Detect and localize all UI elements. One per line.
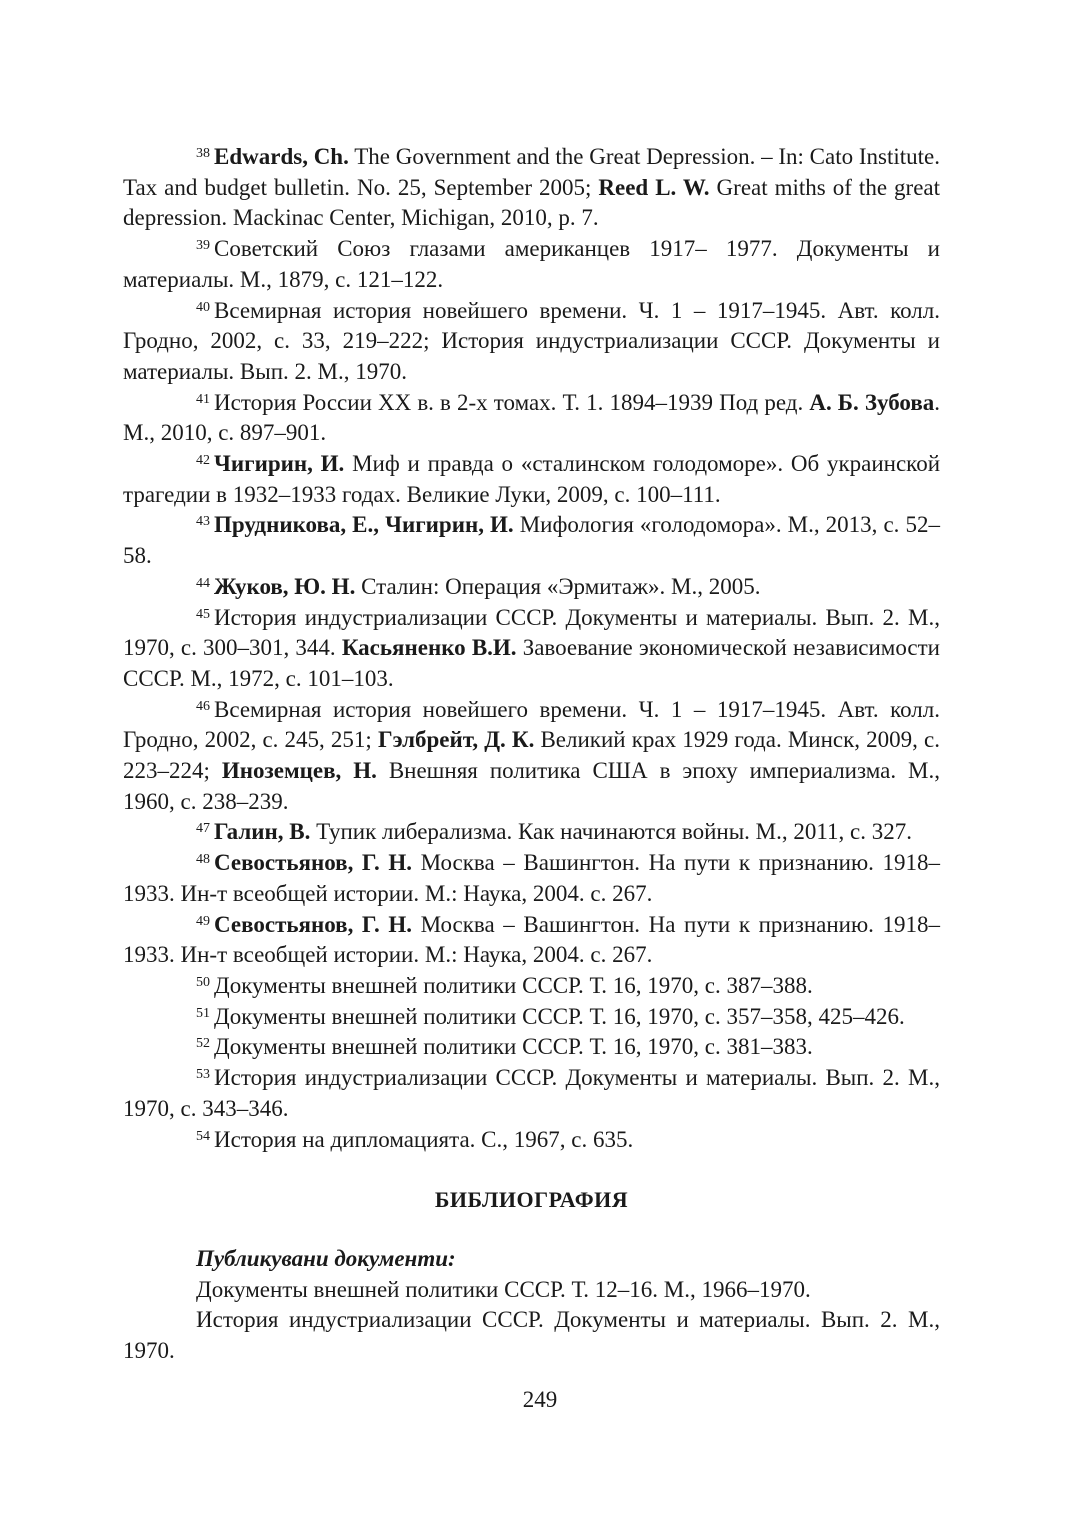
footnote-number: 45	[196, 606, 210, 622]
footnote-text: Great miths of the great depression. Mackinac Center, Michigan, 2010, p. 7.	[123, 174, 940, 231]
footnote-text: Завоевание экономической независимости СССР. М., 1972, с. 101–103.	[123, 635, 940, 691]
footnote-text: Внешняя политика США в эпоху империализма. М., 1960, с. 238–239.	[123, 758, 941, 814]
footnote	[123, 296, 940, 388]
footnote-author: Иноземцев, Н.	[221, 758, 377, 784]
footnote-author: Edwards, Ch.	[214, 144, 349, 169]
footnote-author: Прудникова, Е., Чигирин, И.	[214, 512, 514, 538]
footnote-author: Чигирин, И.	[214, 451, 345, 477]
footnote-author: Reed L. W.	[598, 174, 710, 200]
footnote-author: А. Б. Зубова	[809, 389, 935, 415]
footnote-text: Всемирная история новейшего времени. Ч. 1 – 1917–1945. Авт. колл. Гродно, 2002, с. 245, 251;	[123, 696, 940, 753]
footnote-text: Советский Союз глазами американцев 1917– 1977. Документы и материалы. М., 1879, с. 121–122.	[123, 236, 940, 292]
bibliography-heading: БИБЛИОГРАФИЯ	[434, 1187, 629, 1213]
footnote-author: Жуков, Ю. Н.	[214, 573, 356, 599]
footnote-text: История на дипломацията. С., 1967, с. 635.	[214, 1126, 634, 1152]
footnote-number: 43	[196, 514, 210, 530]
footnote	[123, 510, 940, 571]
footnote-text: Документы внешней политики СССР. Т. 16, 1970, с. 357–358, 425–426.	[214, 1003, 905, 1029]
footnote-author: Севостьянов, Г. Н.	[214, 911, 412, 937]
bibliography-entry: Документы внешней политики СССР. Т. 12–16. М., 1966–1970.	[196, 1276, 811, 1302]
footnote-text: Мифология «голодомора». М., 2013, с. 52–58.	[123, 512, 940, 569]
footnote-text: Тупик либерализма. Как начинаются войны. М., 2011, с. 327.	[310, 819, 912, 845]
footnote	[123, 848, 940, 909]
bibliography-subheading: Публикувани документи:	[196, 1245, 456, 1271]
footnote	[123, 449, 940, 510]
footnote-text: Сталин: Операция «Эрмитаж». М., 2005.	[355, 573, 761, 599]
footnotes-list	[123, 142, 940, 1155]
footnote-text: The Government and the Great Depression. – In: Cato Institute. Tax and budget bulletin. No. 25, September 2005;	[123, 144, 940, 200]
footnote	[123, 603, 940, 695]
footnote-number: 41	[196, 391, 210, 407]
footnote-number: 52	[196, 1036, 210, 1052]
footnote-text: Москва – Вашингтон. На пути к признанию. 1918–1933. Ин-т всеобщей истории. М.: Наука, 2004. с. 267.	[123, 850, 940, 906]
footnote	[123, 1125, 940, 1156]
footnote-number: 50	[196, 974, 210, 990]
footnote-number: 42	[196, 453, 210, 469]
footnote	[123, 910, 940, 971]
footnote	[123, 1002, 940, 1033]
footnote-text: История индустриализации СССР. Документы и материалы. Вып. 2. М., 1970, с. 300–301, 344.	[123, 604, 940, 661]
footnote-text: Москва – Вашингтон. На пути к признанию. 1918–1933. Ин-т всеобщей истории. М.: Наука, 2004. с. 267.	[123, 911, 940, 968]
page-content	[123, 142, 940, 1367]
page-number: 249	[522, 1387, 558, 1412]
bibliography-entry: История индустриализации СССР. Документы и материалы. Вып. 2. М., 1970.	[123, 1307, 940, 1364]
footnote-text: Великий крах 1929 года. Минск, 2009, с. 223–224;	[123, 727, 940, 784]
footnote-text: История индустриализации СССР. Документы и материалы. Вып. 2. М., 1970, с. 343–346.	[123, 1065, 940, 1121]
footnote-number: 53	[196, 1067, 210, 1083]
footnote	[123, 234, 940, 295]
footnote	[123, 695, 940, 818]
footnote-number: 39	[196, 238, 210, 254]
footnote-number: 48	[196, 852, 210, 868]
footnote	[123, 1063, 940, 1124]
footnote	[123, 388, 940, 449]
footnote-author: Касьяненко В.И.	[341, 635, 517, 661]
footnote-author: Севостьянов, Г. Н.	[214, 850, 412, 876]
footnote-text: Всемирная история новейшего времени. Ч. 1 – 1917–1945. Авт. колл. Гродно, 2002, с. 33, 219–222; История индустриализации СССР. Документы и материалы. Вып. 2. М., 1970.	[123, 297, 940, 384]
footnote	[123, 971, 940, 1002]
footnote-number: 54	[196, 1128, 210, 1144]
footnote-text: Документы внешней политики СССР. Т. 16, 1970, с. 381–383.	[214, 1034, 813, 1060]
footnote	[123, 817, 940, 848]
footnote-number: 47	[196, 821, 210, 837]
footnote-author: Гэлбрейт, Д. К.	[377, 727, 535, 753]
footnote-number: 44	[196, 575, 210, 591]
footnote-text: История России XX в. в 2-х томах. Т. 1. 1894–1939 Под ред.	[214, 389, 810, 415]
footnote-number: 40	[196, 299, 210, 315]
footnote-author: Галин, В.	[214, 819, 311, 845]
footnote-text: Документы внешней политики СССР. Т. 16, 1970, с. 387–388.	[214, 972, 813, 998]
footnote-number: 51	[196, 1005, 210, 1021]
footnote-number: 46	[196, 698, 210, 714]
footnote	[123, 572, 940, 603]
footnote-number: 49	[196, 913, 210, 929]
footnote-text: . М., 2010, с. 897–901.	[123, 389, 940, 446]
footnote-number: 38	[196, 146, 210, 161]
footnote	[123, 1032, 940, 1063]
footnote-text: Миф и правда о «сталинском голодоморе». Об украинской трагедии в 1932–1933 годах. Великие Луки, 2009, с. 100–111.	[123, 451, 940, 507]
footnote	[123, 142, 940, 234]
